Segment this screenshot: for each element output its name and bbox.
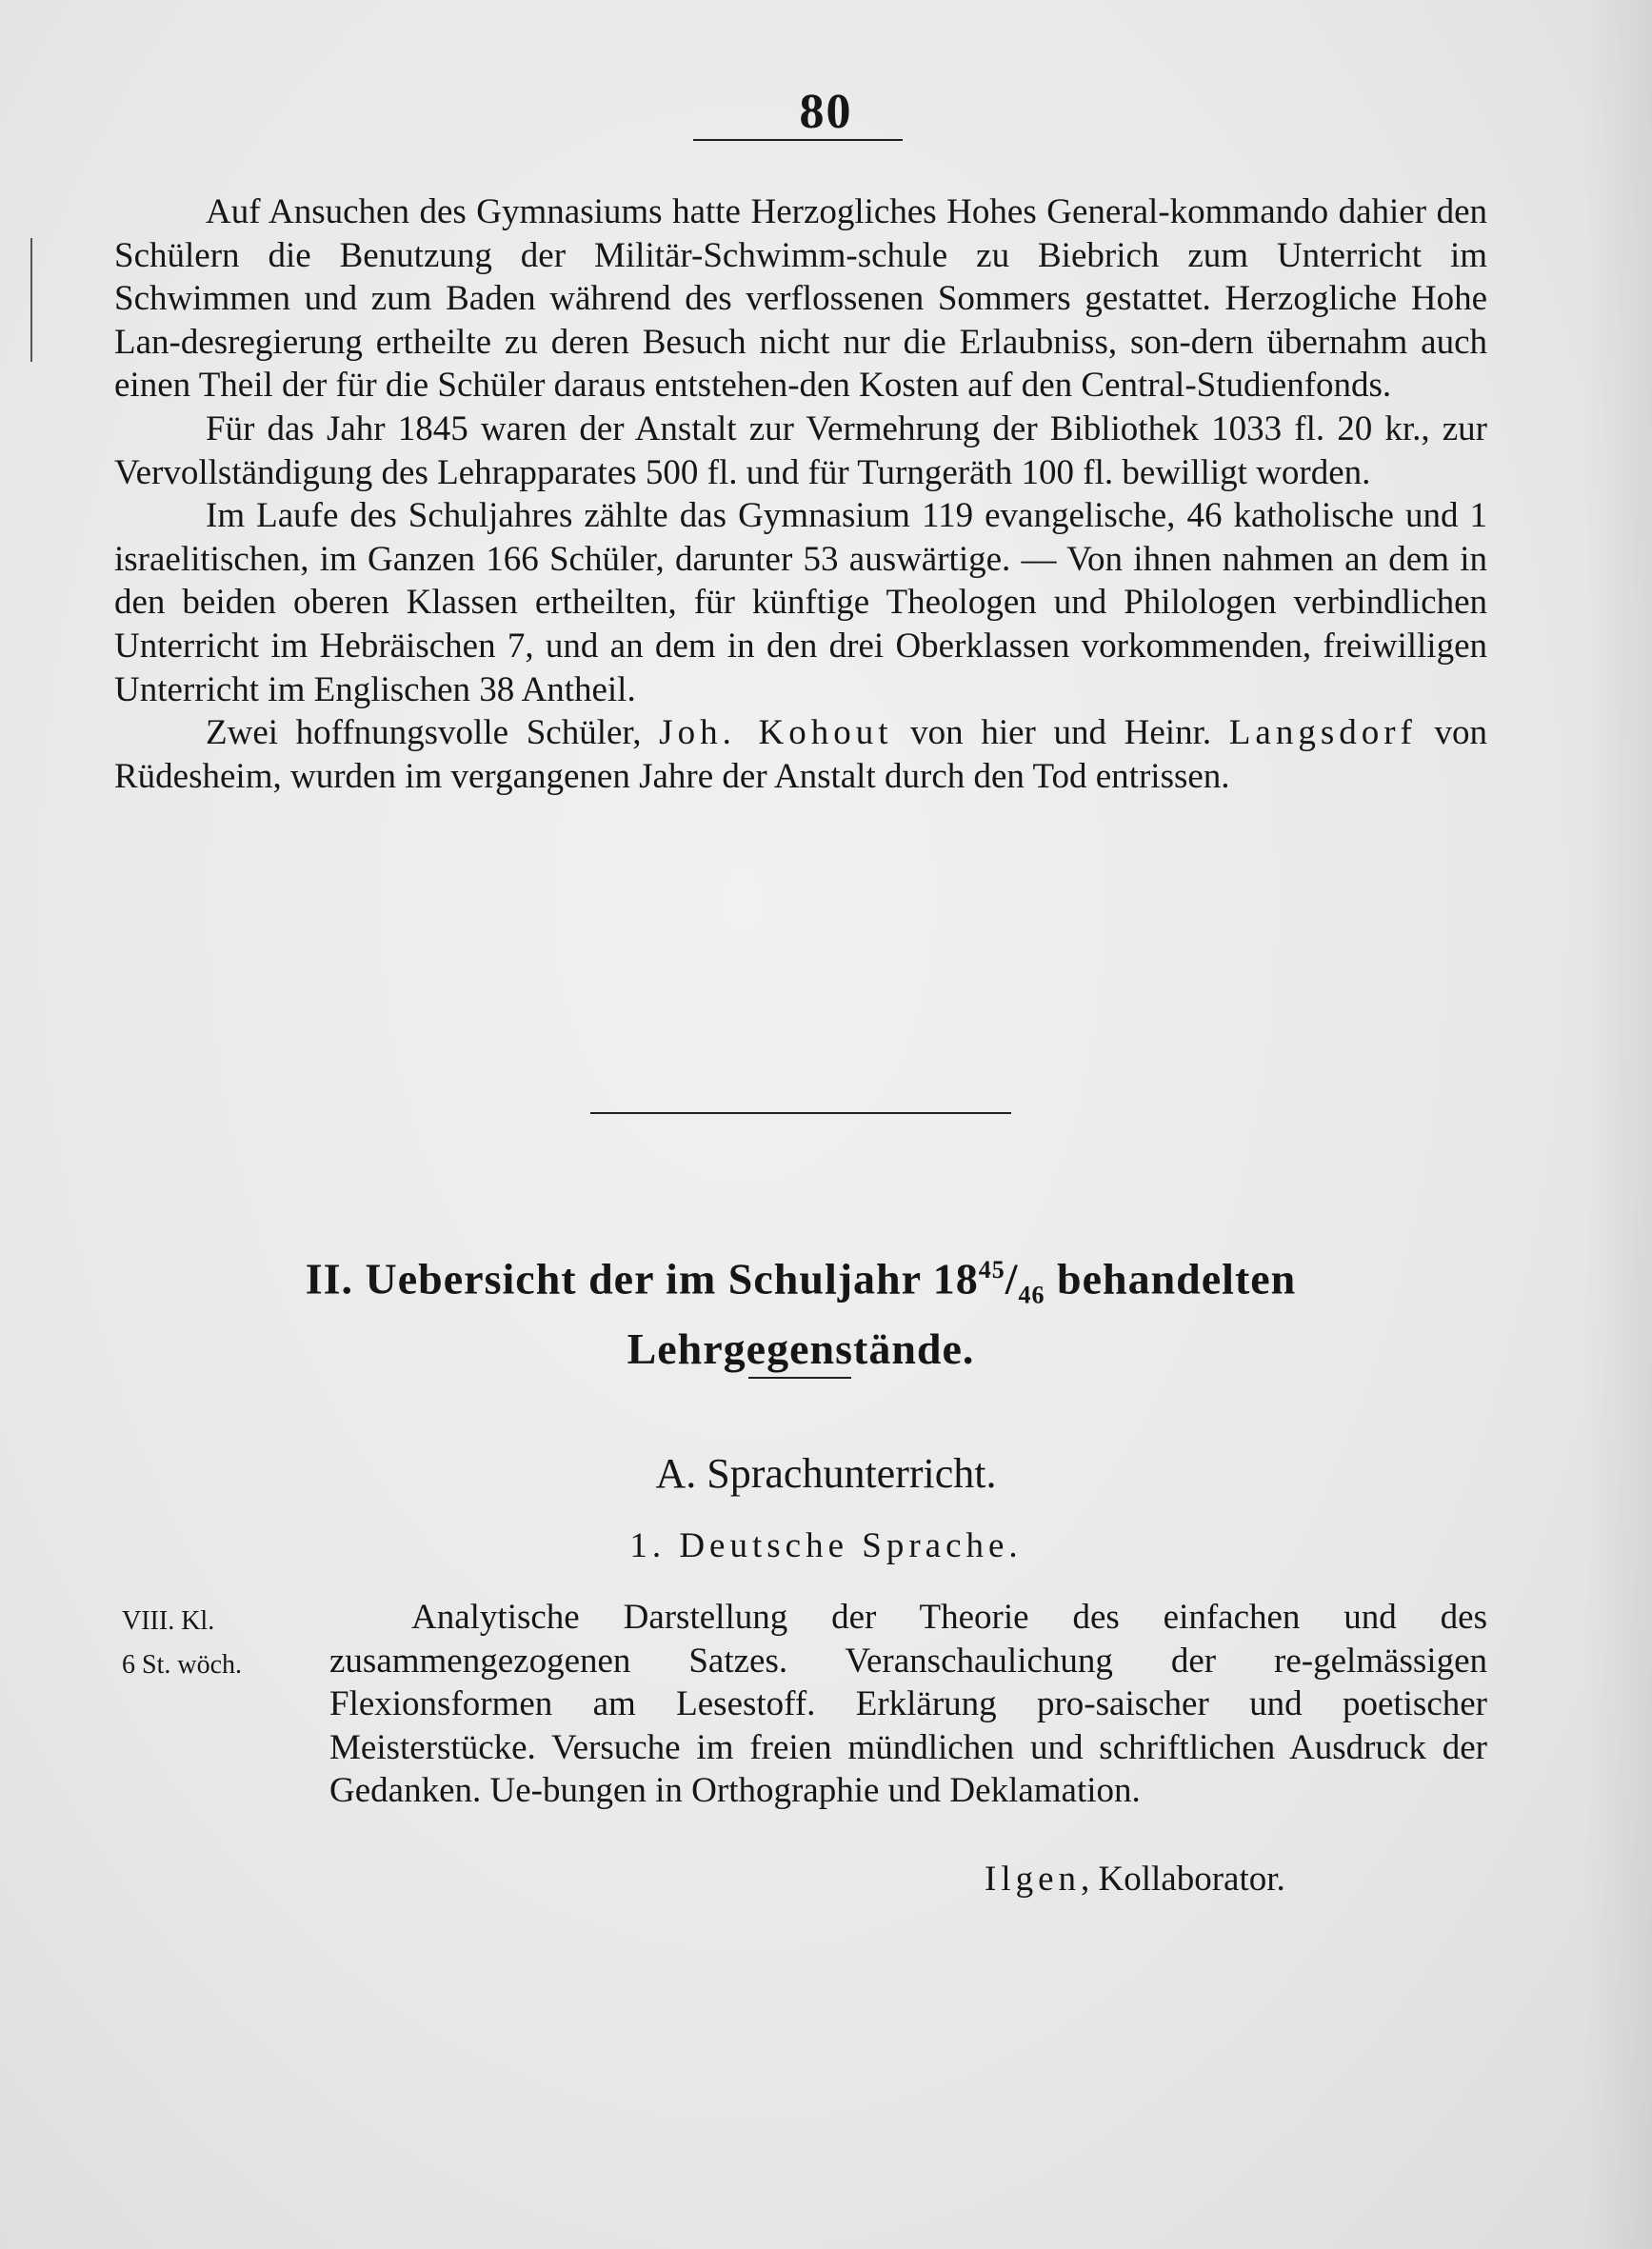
course-text: Analytische Darstellung der Theorie des einfachen und des zusammengezogenen Satzes. Veranschaulichung der re-gelmässigen Flexionsformen am Lesestoff. Erklärung pro-saischer und poetischer Meisterstücke. Versuche im freien mündlichen und schriftlichen Ausdruck der Gedanken. Ue-bungen in Orthographie und Deklamation.: [329, 1598, 1487, 1811]
signature-title: , Kollaborator.: [1081, 1860, 1285, 1899]
subsection-heading-a: A. Sprachunterricht.: [655, 1450, 997, 1497]
section-title-end: behandelten: [1057, 1254, 1297, 1304]
section-heading-line-1: [114, 1244, 1487, 1323]
student-name-kohout: Joh. Kohout: [659, 713, 893, 753]
page-edge-shadow: [1585, 0, 1652, 2249]
paragraph-swimming: Auf Ansuchen des Gymnasiums hatte Herzogliches Hohes General-kommando dahier den Schülern die Benutzung der Militär-Schwimm-schule zu Biebrich zum Unterricht im Schwimmen und zum Baden während des verflossenen Sommers gestattet. Herzogliche Hohe Lan-desregierung ertheilte zu deren Besuch nicht nur die Erlaubniss, son-dern übernahm auch einen Theil der für die Schüler daraus entstehen-den Kosten auf den Central-Studienfonds.: [114, 192, 1487, 406]
body-text: [114, 190, 1487, 798]
paragraph-deceased: [114, 711, 1487, 798]
margin-note-hours: 6 St. wöch.: [122, 1650, 242, 1680]
deceased-text-1: Zwei hoffnungsvolle Schüler,: [206, 713, 642, 753]
student-name-langsdorf: Langsdorf: [1228, 713, 1417, 753]
subsection-heading-1: 1. Deutsche Sprache.: [629, 1526, 1023, 1565]
section-title-start: Uebersicht der im Schuljahr 18: [365, 1254, 979, 1304]
signature: [985, 1859, 1285, 1900]
deceased-text-2: von hier und Heinr.: [910, 713, 1212, 753]
year-superscript: 45: [978, 1256, 1005, 1284]
section-divider: [590, 1112, 1011, 1114]
deceased-text-3: von Rüdesheim, wurden im vergangenen Jahre der Anstalt durch den Tod entrissen.: [114, 713, 1488, 796]
signature-name: Ilgen: [985, 1860, 1082, 1899]
section-numeral: II.: [305, 1254, 354, 1304]
paragraph-funding: Für das Jahr 1845 waren der Anstalt zur Vermehrung der Bibliothek 1033 fl. 20 kr., zur Vervollständigung des Lehrapparates 500 fl. und für Turngeräth 100 fl. bewilligt worden.: [114, 408, 1487, 492]
binding-mark: [30, 238, 32, 362]
page-number: 80: [799, 85, 853, 139]
section-heading-line-2: Lehrgegenstände.: [627, 1324, 975, 1373]
header-rule: [693, 139, 903, 141]
year-slash: /: [1005, 1254, 1019, 1304]
margin-notes: [122, 1600, 341, 1687]
margin-note-class: VIII. Kl.: [122, 1606, 215, 1636]
year-subscript: 46: [1018, 1281, 1045, 1309]
paragraph-enrollment: Im Laufe des Schuljahres zählte das Gymnasium 119 evangelische, 46 katholische und 1 israelitischen, im Ganzen 166 Schüler, darunter 53 auswärtige. — Von ihnen nahmen an dem in den beiden oberen Klassen ertheilten, für künftige Theologen und Philologen verbindlichen Unterricht im Hebräischen 7, und an dem in den drei Oberklassen vorkommenden, freiwilligen Unterricht im Englischen 38 Antheil.: [114, 496, 1487, 709]
section-heading: [114, 1244, 1487, 1376]
course-description: [329, 1596, 1487, 1813]
heading-rule: [748, 1377, 851, 1379]
